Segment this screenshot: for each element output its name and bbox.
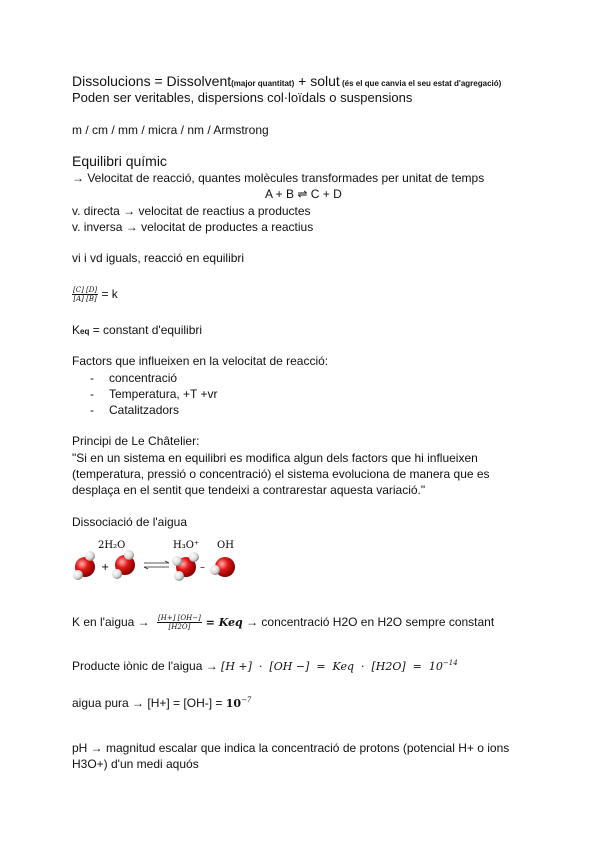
aigua-pura-exp: −7 xyxy=(241,696,252,704)
title-main: Dissolucions = Dissolvent xyxy=(72,73,232,89)
aigua-heading: Dissociació de l'aigua xyxy=(72,515,188,529)
keq-sub: eq xyxy=(80,327,90,336)
factors-heading: Factors que influeixen en la velocitat de reacció: xyxy=(72,354,329,368)
factor-bullet-1: - xyxy=(90,371,94,385)
svg-text:+: + xyxy=(101,562,110,573)
diagram-label-h3o: H₃O⁺ xyxy=(173,540,200,551)
ph-line-1: pH → magnitud escalar que indica la concentració de protons (potencial H+ o ions xyxy=(72,741,510,755)
factor-item-3: Catalitzadors xyxy=(109,403,180,417)
chatelier-line-3: desplaça en el sentit que tendeixi a contrarestar aquesta variació." xyxy=(72,483,426,497)
chatelier-line-1: "Si en un sistema en equilibri es modifica algun dels factors que hi influeixen xyxy=(72,451,478,465)
svg-text:–: – xyxy=(200,562,205,573)
iguals-line: vi i vd iguals, reacció en equilibri xyxy=(72,251,245,265)
keq-k: K xyxy=(72,323,81,337)
k-aigua-line xyxy=(72,613,494,632)
k-aigua-den: [H2O] xyxy=(168,623,191,632)
diagram-label-2h2o: 2H₂O xyxy=(98,540,126,551)
aigua-pura-line xyxy=(72,693,251,711)
k-equals: = k xyxy=(98,287,118,301)
factor-bullet-2: - xyxy=(90,387,94,401)
k-fraction xyxy=(72,286,98,303)
k-aigua-num: [H+] [OH−] xyxy=(158,614,201,623)
units-line: m / cm / mm / micra / nm / Armstrong xyxy=(72,123,269,137)
producte-ionic-text: Producte iònic de l'aigua → xyxy=(72,659,222,673)
keq-text: = constant d'equilibri xyxy=(89,323,203,337)
velocitat-line: → Velocitat de reacció, quantes molècules transformades per unitat de temps xyxy=(72,171,485,185)
title-line xyxy=(72,74,501,91)
k-aigua-text-a: K en l'aigua → xyxy=(72,615,154,629)
k-aigua-text-b: → concentració H2O en H2O sempre constant xyxy=(242,615,495,629)
producte-ionic-exp: −14 xyxy=(442,659,458,667)
keq-line xyxy=(72,323,202,339)
producte-ionic-line xyxy=(72,656,458,674)
title-note-1: (major quantitat) xyxy=(231,79,295,88)
equilibri-heading: Equilibri químic xyxy=(72,153,167,169)
factor-bullet-3: - xyxy=(90,403,94,417)
title-solut: + solut xyxy=(294,73,340,89)
factor-item-2: Temperatura, +T +vr xyxy=(109,387,218,401)
water-dissociation-diagram xyxy=(72,536,252,586)
chatelier-heading: Principi de Le Châtelier: xyxy=(72,434,200,448)
equation-line: A + B ⇌ C + D xyxy=(265,187,342,201)
k-fraction-den: [A] [B] xyxy=(73,295,97,304)
k-aigua-fraction xyxy=(157,614,202,631)
inversa-line: v. inversa → velocitat de productes a reactius xyxy=(72,220,314,234)
diagram-label-oh: OH xyxy=(217,540,234,551)
chatelier-line-2: (temperatura, pressió o concentració) el sistema evoluciona de manera que es xyxy=(72,467,490,481)
ph-line-2: H3O+) d'un medi aquós xyxy=(72,757,199,771)
k-fraction-num: [C] [D] xyxy=(73,286,98,295)
k-fraction-line xyxy=(72,285,118,303)
producte-ionic-math: [H +] · [OH −] = Keq · [H2O] = 10 xyxy=(221,660,443,673)
directa-line: v. directa → velocitat de reactius a productes xyxy=(72,204,311,218)
aigua-pura-text: aigua pura → [H+] = [OH-] = xyxy=(72,696,226,710)
factor-item-1: concentració xyxy=(109,371,178,385)
types-line: Poden ser veritables, dispersions col·loïdals o suspensions xyxy=(72,90,413,105)
k-aigua-keq: = Keq xyxy=(201,616,243,629)
aigua-pura-math: 10 xyxy=(225,697,242,710)
title-note-2: (és el que canvia el seu estat d'agregació) xyxy=(339,79,502,88)
